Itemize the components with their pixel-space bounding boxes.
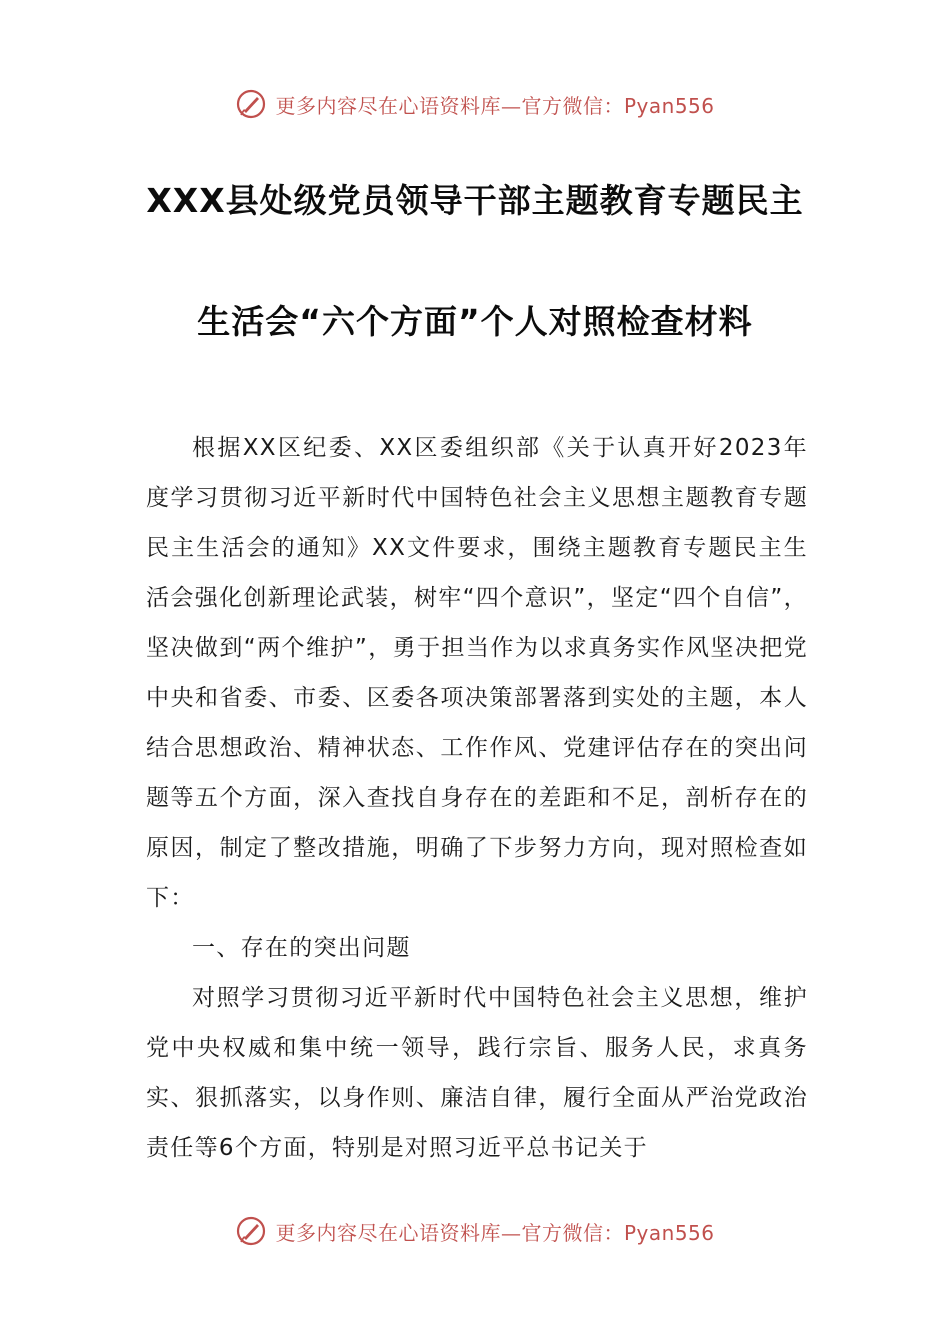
section-paragraph: 对照学习贯彻习近平新时代中国特色社会主义思想，维护党中央权威和集中统一领导，践行宗旨、服务人民，求真务实、狠抓落实，以身作则、廉洁自律，履行全面从严治党政治责任等6个方面，特别是对照习近平总书记关于 [146,985,808,1161]
document-title-line-2: 生活会“六个方面”个人对照检查材料 [197,302,753,341]
watermark-text: 更多内容尽在心语资料库—官方微信：Pyan556 [275,93,715,118]
watermark-wechat-id: Pyan556 [623,1220,715,1245]
header-watermark [0,84,950,124]
quill-logo-icon [235,88,267,120]
document-body [146,423,808,1173]
intro-paragraph: 根据XX区纪委、XX区委组织部《关于认真开好2023年度学习贯彻习近平新时代中国特色社会主义思想主题教育专题民主生活会的通知》XX文件要求，围绕主题教育专题民主生活会强化创新理论武装，树牢“四个意识”，坚定“四个自信”，坚决做到“两个维护”，勇于担当作为以求真务实作风坚决把党中央和省委、市委、区委各项决策部署落到实处的主题，本人结合思想政治、精神状态、工作作风、党建评估存在的突出问题等五个方面，深入查找自身存在的差距和不足，剖析存在的原因，制定了整改措施，明确了下步努力方向，现对照检查如下： [146,435,808,911]
footer-watermark [0,1211,950,1251]
quill-logo-icon [235,1215,267,1247]
watermark-text: 更多内容尽在心语资料库—官方微信：Pyan556 [275,1220,715,1245]
watermark-wechat-id: Pyan556 [623,93,715,118]
section-heading: 一、存在的突出问题 [192,935,411,961]
document-title-line-1: XXX县处级党员领导干部主题教育专题民主 [146,181,804,220]
